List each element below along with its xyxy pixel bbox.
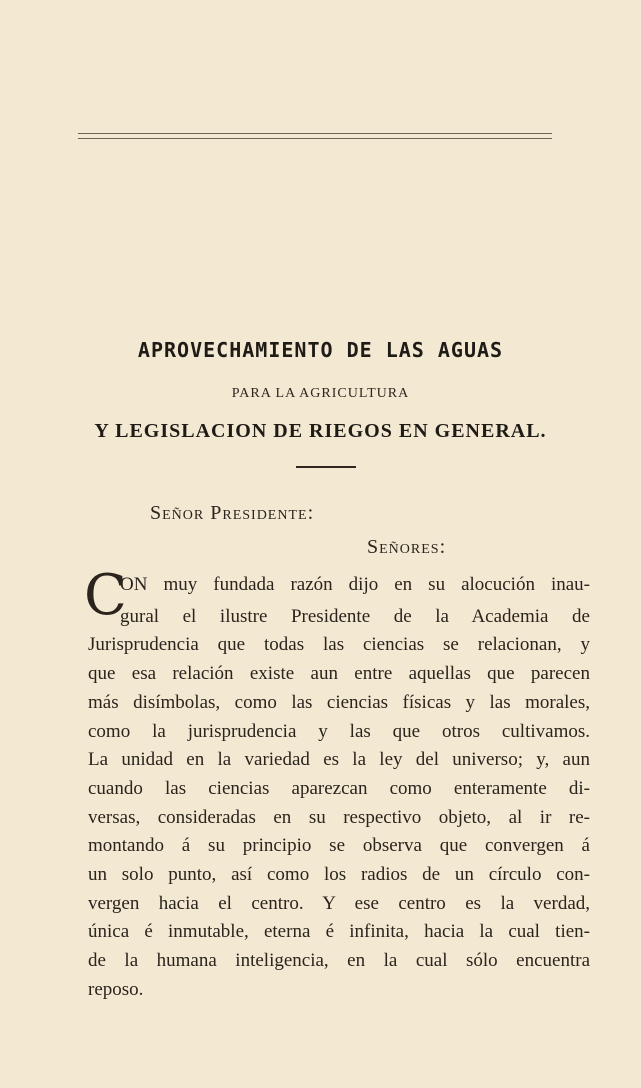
document-subtitle: PARA LA AGRICULTURA [231,386,410,401]
paragraph-line: ON muy fundada razón dijo en su alocución inau- [120,574,590,595]
paragraph-line: única é inmutable, eterna é infinita, hacia la cual tien- [88,921,590,942]
section-divider [296,466,356,468]
header-rule-bottom [78,138,552,139]
paragraph-line: como la jurisprudencia y las que otros cultivamos. [88,721,590,742]
paragraph-line: La unidad en la variedad es la ley del universo; y, aun [88,749,590,770]
document-title-secondary: Y LEGISLACION DE RIEGOS EN GENERAL. [94,420,547,442]
document-title: APROVECHAMIENTO DE LAS AGUAS [137,338,504,362]
paragraph-line: reposo. [88,979,144,1000]
salutation-senor-presidente: Señor Presidente: [150,502,315,524]
paragraph-line: un solo punto, así como los radios de un círculo con- [88,864,590,885]
paragraph-line: montando á su principio se observa que convergen á [88,835,590,856]
salutation-senores: Señores: [367,536,447,558]
paragraph-line: gural el ilustre Presidente de la Academia de [120,606,590,627]
paragraph-line: que esa relación existe aun entre aquellas que parecen [88,663,590,684]
paragraph-line: Jurisprudencia que todas las ciencias se relacionan, y [88,634,590,655]
paragraph-line: vergen hacia el centro. Y ese centro es la verdad, [88,893,590,914]
paragraph-line: versas, consideradas en su respectivo objeto, al ir re- [88,807,590,828]
drop-cap: C [84,563,127,628]
paragraph-line: cuando las ciencias aparezcan como enteramente di- [88,778,590,799]
header-rule-top [78,133,552,134]
paragraph-line: de la humana inteligencia, en la cual sólo encuentra [88,950,590,971]
paragraph-line: más disímbolas, como las ciencias físicas y las morales, [88,692,590,713]
